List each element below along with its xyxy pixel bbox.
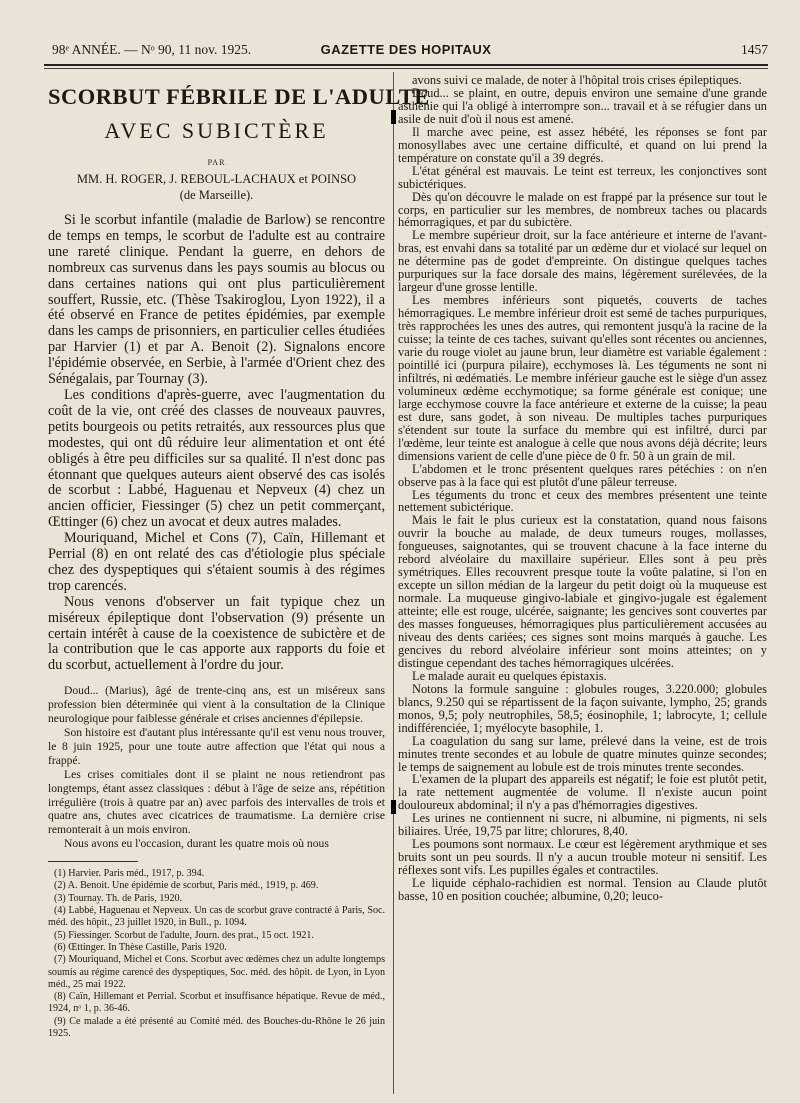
body-paragraph: Les urines ne contiennent ni sucre, ni albumine, ni pigments, ni sels biliaires. Urée, 19,75 par litre; chlorures, 8,40.: [398, 811, 767, 839]
intro-paragraph: Mouriquand, Michel et Cons (7), Caïn, Hillemant et Perrial (8) en ont relaté des cas d'étiologie plus spéciale chez des dyspeptiques qui s'étaient soumis à des régimes trop carencés.: [48, 530, 385, 594]
column-divider: [393, 72, 394, 1094]
authors: [48, 171, 385, 203]
body-paragraph: Dès qu'on découvre le malade on est frappé par la présence sur tout le corps, en particulier sur les membres, de nombreux taches ou placards hémorragiques, et par du subictère.: [398, 189, 767, 230]
footnote: (9) Ce malade a été présenté au Comité méd. des Bouches-du-Rhône le 26 juin 1925.: [48, 1015, 385, 1040]
authors-names: MM. H. ROGER, J. REBOUL-LACHAUX et POINSO: [76, 172, 357, 186]
article-subtitle: AVEC SUBICTÈRE: [104, 118, 329, 143]
body-paragraph: L'examen de la plupart des appareils est négatif; le foie est plutôt petit, la rate nettement augmentée de volume. Il n'existe aucun point douloureux abdominal; il n'y a pas d'hémorragies digestives.: [398, 772, 767, 813]
body-paragraph: Les membres inférieurs sont piquetés, couverts de taches hémorragiques. Le membre inférieur droit est semé de taches purpuriques, très rapprochées les unes des autres, qui remontent jusqu'à la racine de la cuisse; la teinte de ces taches, suivant qu'elles sont récentes ou anciennes, varie du rouge violet au jaune brun, leur diamètre est variable également : pointillé ici (purpura pilaire), ecchymoses là. Les téguments ne sont ni infiltrés, ni œdématiés. Le membre inférieur gauche est le siège d'un assez volumineux œdème ecchymotique; sa forme générale est conique; une large ecchymose couvre la face antérieure et externe de la cuisse; la peau est dure, sans godet, à son niveau. De multiples taches purpuriques s'étendent sur toute la surface du membre qui est infiltré, durci par l'œdème, leur teinte est analogue à celle que nous avons déjà décrite; leurs dimensions varient de celle d'une pièce de 0 fr. 50 à un grain de mil.: [398, 293, 767, 463]
header-rule-thick: [44, 64, 768, 66]
footnote: (1) Harvier. Paris méd., 1917, p. 394.: [54, 868, 205, 880]
margin-mark: [391, 800, 396, 814]
case-paragraph: Les crises comitiales dont il se plaint ne nous retiendront pas longtemps, étant assez classiques : début à l'âge de seize ans, répétition irrégulière (trois à quatre par an) avec parfois des intervalles de trois et quatre ans, chutes avec cicatrices de traumatisme. La dernière crise remonterait à un mois environ.: [48, 767, 385, 837]
margin-mark: [391, 110, 396, 124]
body-paragraph: Les téguments du tronc et ceux des membres présentent une teinte nettement subictérique.: [398, 487, 767, 515]
body-paragraph: Le malade aurait eu quelques épistaxis.: [412, 668, 607, 683]
footnote: (6) Œttinger. In Thèse Castille, Paris 1920.: [54, 941, 227, 953]
intro-paragraph: Si le scorbut infantile (maladie de Barlow) se rencontre de temps en temps, le scorbut de l'adulte est au contraire une rareté clinique. Pendant la guerre, en dehors de nombreux cas survenus dans les pays soumis au blocus ou dans certaines nations qui ont plus particulièrement souffert, Russie, etc. (Thèse Tsakiroglou, Lyon 1922), il a été observé en France de petites épidémies, par exemple dans les camps de prisonniers, en particulier celles étudiées par Harvier (1) et par A. Benoit (2). Signalons encore l'épidémie observée, en Serbie, à l'armée d'Orient chez des Sénégalais, par Tournay (3).: [48, 212, 385, 388]
authors-affiliation: (de Marseille).: [179, 188, 254, 202]
body-paragraph: Le membre supérieur droit, sur la face antérieure et interne de l'avant-bras, est envahi dans sa totalité par un œdème dur et violacé sur lequel on ne détermine pas de godet d'empreinte. On distingue quelques taches purpuriques sur la face dorsale des mains, légèrement surélevées, de la largeur d'une grosse lentille.: [398, 228, 767, 295]
header-rule-thin: [44, 68, 768, 69]
body-paragraph: Mais le fait le plus curieux est la constatation, quand nous faisons ouvrir la bouche au malade, de deux tumeurs rouges, mollasses, fongueuses, saignotantes, qui se trouvent chacune à la face interne du rebord alvéolaire du maxillaire supérieur. Elles sont à peu près symétriques. Elles recouvrent presque toute la voûte palatine, si l'on en excepte un sillon médian de la largeur du petit doigt où la muqueuse est normale. La muqueuse gingivo-labiale et gingivo-jugale est également atteinte; elle est rouge, ulcérée, saignante; les gencives sont couvertes par des masses fongueuses, hémorragiques plus particulièrement accusées au niveau des dents cariées; ces signes sont moins marqués à gauche. Les gencives du rebord alvéolaire inférieur sont moins atteintes; on y distingue cependant des taches hémorragiques ulcérées.: [398, 513, 767, 670]
footnote: (4) Labbé, Haguenau et Nepveux. Un cas de scorbut grave contracté à Paris, Soc. méd. des hôpit., 23 juillet 1920, in Bull., p. 1094.: [48, 905, 385, 929]
body-paragraph: avons suivi ce malade, de noter à l'hôpital trois crises épileptiques.: [412, 73, 742, 87]
body-paragraph: Doud... se plaint, en outre, depuis environ une semaine d'une grande asthénie qui l'a obligé à interrompre son... travail et à se réfugier dans un asile de nuit d'où il nous est amené.: [398, 85, 767, 126]
body-paragraph: La coagulation du sang sur lame, prélevé dans la veine, est de trois minutes trente secondes et au lobule de quatre minutes quinze secondes; le temps de saignement au lobule est de trois minutes trente secondes.: [398, 733, 767, 774]
intro-paragraph: Les conditions d'après-guerre, avec l'augmentation du coût de la vie, ont créé des classes de nouveaux pauvres, petits bourgeois ou petits retraités, aux ressources plus que modestes, qui ont dû réduire leur alimentation et ont été obligés à être peu difficiles sur sa qualité. Il n'est donc pas étonnant que quelques auteurs aient observé des cas isolés de scorbut : Labbé, Haguenau et Nepveux (4) chez un ancien officier, Fiessinger (5) chez un petit commerçant, Œttinger (6) chez un avocat et deux autres malades.: [48, 386, 385, 531]
journal-title: GAZETTE DES HOPITAUX: [320, 42, 492, 57]
par-label: PAR: [207, 158, 226, 167]
body-paragraph: Notons la formule sanguine : globules rouges, 3.220.000; globules blancs, 9.250 qui se répartissent de la façon suivante, lympho, 25; grands monos, 9,5; poly neutrophiles, 58,5; éosinophile, 1; labrocyte, 1; cellule indifférenciée, 1; myélocyte basophile, 1.: [398, 681, 767, 735]
intro-paragraph: Nous venons d'observer un fait typique chez un miséreux épileptique dont l'observation (9) présente un certain intérêt à cause de la coexistence de subictère et de la contribution que le cas apporte aux rapports du foie et du scorbut, actuellement à l'ordre du jour.: [48, 593, 385, 674]
case-paragraph: Son histoire est d'autant plus intéressante qu'il est venu nous trouver, le 8 juin 1925, pour une toute autre affection que l'état qui nous a frappé.: [48, 726, 385, 767]
right-column: [398, 74, 767, 903]
page-number: 1457: [741, 42, 768, 57]
footnote-separator: [48, 861, 138, 862]
body-paragraph: Les poumons sont normaux. Le cœur est légèrement arythmique et ses bruits sont un peu sourds. Il n'y a aucun trouble moteur ni sensitif. Les réflexes sont vifs. Les pupilles égales et contractiles.: [398, 837, 767, 878]
body-paragraph: L'abdomen et le tronc présentent quelques rares pétéchies : on n'en observe pas à la face qui est plutôt d'une pâleur terreuse.: [398, 461, 767, 489]
footnotes: [48, 868, 385, 1040]
page-header: [44, 42, 768, 64]
footnote: (2) A. Benoit. Une épidémie de scorbut, Paris méd., 1919, p. 469.: [54, 880, 319, 892]
case-paragraph: Nous avons eu l'occasion, durant les quatre mois où nous: [64, 837, 329, 851]
footnote: (3) Tournay. Th. de Paris, 1920.: [54, 892, 183, 904]
body-paragraph: L'état général est mauvais. Le teint est terreux, les conjonctives sont subictériques.: [398, 163, 767, 191]
footnote: (7) Mouriquand, Michel et Cons. Scorbut avec œdèmes chez un adulte longtemps soumis au régime carencé des dyspeptiques, Soc. méd. des hôpit. de Lyon, in Lyon méd., 25 mai 1922.: [48, 954, 385, 990]
left-column: [48, 74, 430, 1040]
article-title: SCORBUT FÉBRILE DE L'ADULTE: [48, 84, 430, 109]
issue-info: 98ᵉ ANNÉE. — Nᵒ 90, 11 nov. 1925.: [52, 42, 252, 57]
footnote: (8) Caïn, Hillemant et Perrial. Scorbut et insuffisance hépatique. Revue de méd., 1924, nᵒ 1, p. 36-46.: [48, 991, 385, 1015]
footnote: (5) Fiessinger. Scorbut de l'adulte, Journ. des prat., 15 oct. 1921.: [54, 929, 315, 941]
intro-section: [48, 213, 385, 674]
case-paragraph: Doud... (Marius), âgé de trente-cinq ans, est un miséreux sans profession bien déterminée qui vient à la consultation de la Clinique neurologique pour faiblesse générale et crises anciennes d'épilepsie.: [48, 684, 385, 726]
body-paragraph: Le liquide céphalo-rachidien est normal. Tension au Claude plutôt basse, 10 en position couchée; albumine, 0,20; leuco-: [398, 876, 767, 904]
body-paragraph: Il marche avec peine, est assez hébété, les réponses se font par monosyllabes avec une certaine difficulté, et quand on lui prend la température on constate qu'il a 39 degrés.: [398, 124, 767, 165]
case-section: [48, 684, 385, 851]
